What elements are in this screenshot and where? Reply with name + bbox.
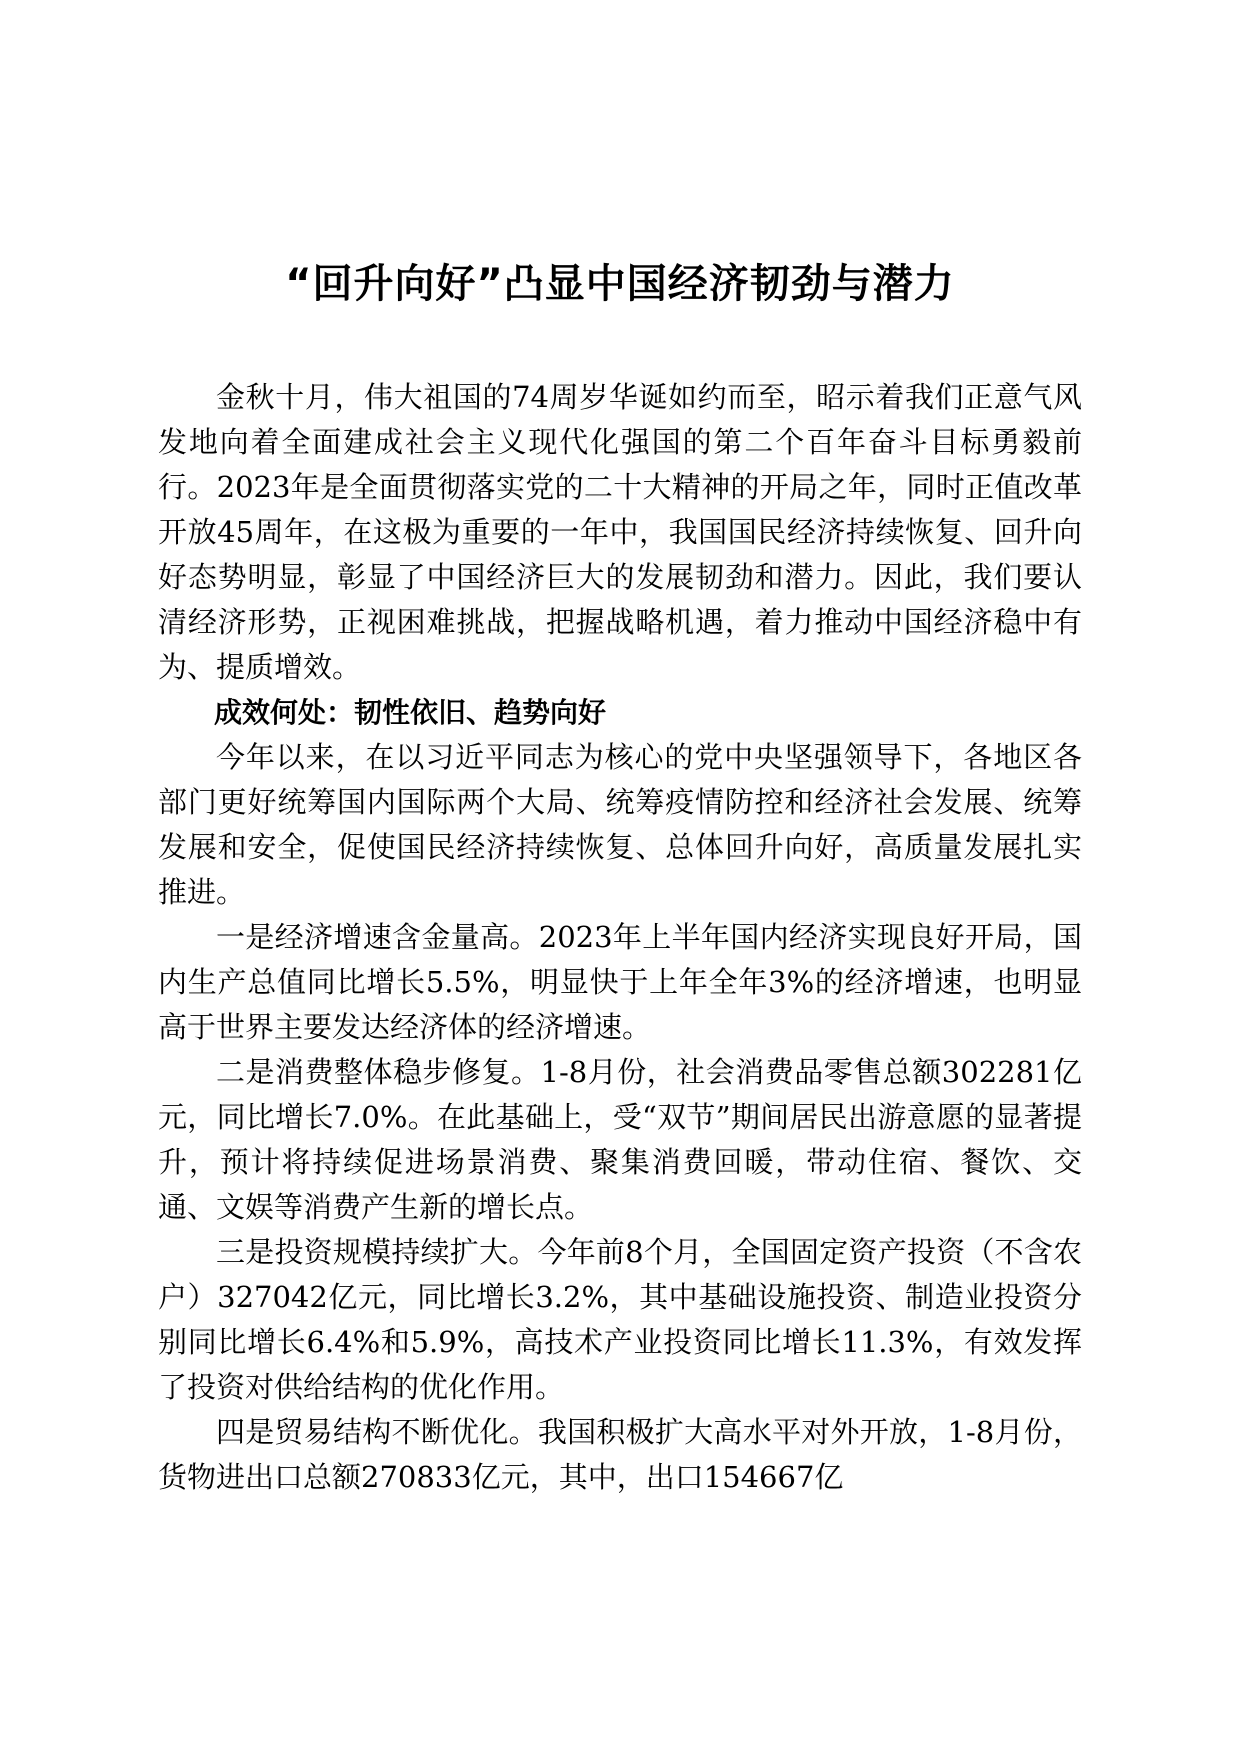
document-body	[158, 375, 1082, 1500]
document-title: “回升向好”凸显中国经济韧劲与潜力	[285, 261, 955, 307]
paragraph-point-1: 一是经济增速含金量高。2023年上半年国内经济实现良好开局，国内生产总值同比增长5.5%，明显快于上年全年3%的经济增速，也明显高于世界主要发达经济体的经济增速。	[158, 920, 1082, 1044]
paragraph-point-2: 二是消费整体稳步修复。1-8月份，社会消费品零售总额302281亿元，同比增长7.0%。在此基础上，受“双节”期间居民出游意愿的显著提升，预计将持续促进场景消费、聚集消费回暖，带动住宿、餐饮、交通、文娱等消费产生新的增长点。	[158, 1055, 1082, 1224]
paragraph-point-3: 三是投资规模持续扩大。今年前8个月，全国固定资产投资（不含农户）327042亿元，同比增长3.2%，其中基础设施投资、制造业投资分别同比增长6.4%和5.9%，高技术产业投资同比增长11.3%，有效发挥了投资对供给结构的优化作用。	[158, 1235, 1082, 1404]
paragraph-point-4: 四是贸易结构不断优化。我国积极扩大高水平对外开放，1-8月份，货物进出口总额270833亿元，其中，出口154667亿	[158, 1415, 1082, 1494]
paragraph-intro: 金秋十月，伟大祖国的74周岁华诞如约而至，昭示着我们正意气风发地向着全面建成社会主义现代化强国的第二个百年奋斗目标勇毅前行。2023年是全面贯彻落实党的二十大精神的开局之年，同时正值改革开放45周年，在这极为重要的一年中，我国国民经济持续恢复、回升向好态势明显，彰显了中国经济巨大的发展韧劲和潜力。因此，我们要认清经济形势，正视困难挑战，把握战略机遇，着力推动中国经济稳中有为、提质增效。	[158, 380, 1082, 684]
section-heading: 成效何处：韧性依旧、趋势向好	[214, 696, 607, 729]
paragraph-overview: 今年以来，在以习近平同志为核心的党中央坚强领导下，各地区各部门更好统筹国内国际两个大局、统筹疫情防控和经济社会发展、统筹发展和安全，促使国民经济持续恢复、总体回升向好，高质量发展扎实推进。	[158, 740, 1082, 909]
